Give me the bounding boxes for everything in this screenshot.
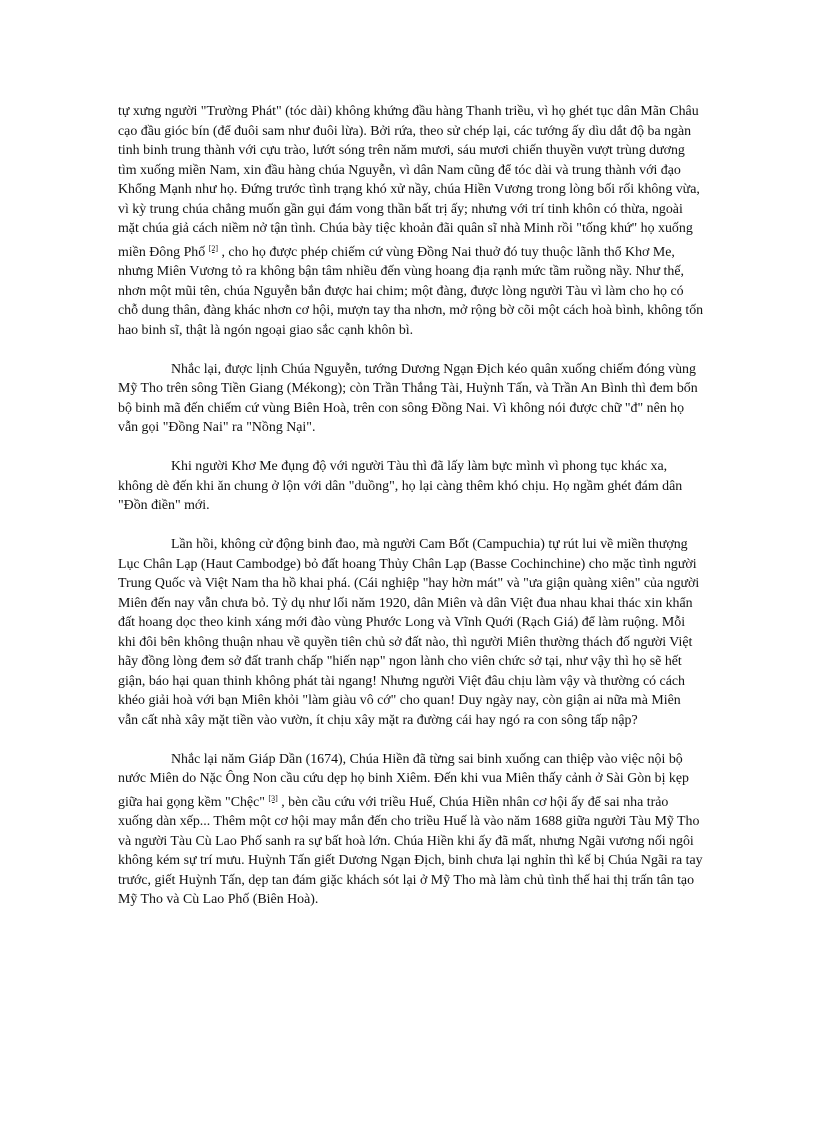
footnote-link[interactable]: [3]: [268, 793, 278, 803]
paragraph-text: Lần hồi, không cử động binh đao, mà người Cam Bốt (Campuchia) tự rút lui về miền thượng Lục Chân Lạp (Haut Cambodge) bỏ đất hoang Thủy Chân Lạp (Basse Cochinchine) cho mặc tình người Trung Quốc và Việt Nam tha hồ khai phá. (Cái nghiệp "hay hờn mát" và "ưa giận quàng xiên" của người Miên đến nay vẫn chưa bỏ. Tỷ dụ như lối năm 1920, dân Miên và dân Việt đua nhau khai thác xin khẩn đất hoang dọc theo kinh xáng mới đào vùng Phước Long và Vĩnh Quới (Rạch Giá) để làm ruộng. Mỗi khi đôi bên không thuận nhau về quyền tiên chủ sở đất nào, thì người Miên thường thách đố người Việt hãy đồng lòng đem sở đất tranh chấp "hiến nạp" ngon lành cho viên chức sở tại, như vậy thì họ sẽ hết giận, báo hại quan thinh không phát tài ngang! Nhưng người Việt đâu chịu làm vậy và thường có cách khéo giải hoà với bạn Miên khỏi "làm giàu vô cớ" cho quan! Duy ngày nay, còn giận ai nữa mà Miên vẫn cất nhà xây mặt tiền vào vườn, ít chịu xây mặt ra đường cái hay ngó ra con sông tấp nập?: [118, 537, 700, 728]
paragraph-1: [118, 102, 704, 340]
paragraph-text: Nhắc lại năm Giáp Dần (1674), Chúa Hiền đã từng sai binh xuống can thiệp vào việc nội bộ nước Miên do Nặc Ông Non cầu cứu dẹp họ binh Xiêm. Đến khi vua Miên thấy cảnh ở Sài Gòn bị kẹp giữa hai gọng kềm "Chệc": [118, 751, 689, 810]
footnote-link[interactable]: [2]: [208, 243, 219, 253]
paragraph-text: , cho họ được phép chiếm cứ vùng Đồng Nai thuở đó tuy thuộc lãnh thổ Khơ Me, nhưng Miên Vương tỏ ra không bận tâm nhiều đến vùng hoang địa rạnh mức tầm ruồng nầy. Như thế, nhơn một mũi tên, chúa Nguyễn bắn được hai chim; một đàng, được lòng người Tàu vì làm cho họ có chỗ dung thân, đàng khác nhơn cơ hội, mượn tay tha nhơn, mở rộng bờ cõi một cách hoà bình, không tốn hao binh sĩ, thật là ngón ngoại giao sắc cạnh khôn bì.: [118, 244, 704, 338]
document-page: [118, 102, 704, 929]
paragraph-text: tự xưng người "Trường Phát" (tóc dài) không khứng đầu hàng Thanh triều, vì họ ghét tục dân Mãn Châu cạo đầu gióc bín (để đuôi sam như đuôi lừa). Bởi rứa, theo sử chép lại, các tướng ấy dìu dắt độ ba ngàn tinh binh trung thành với cựu trào, lướt sóng trên năm mươi, sáu mươi chiến thuyền vượt trùng dương tìm xuống miền Nam, xin đầu hàng chúa Nguyễn, vì dân Nam cũng để tóc dài và trung thành với đạo Khổng Mạnh như họ. Đứng trước tình trạng khó xử nầy, chúa Hiền Vương trong lòng bối rối không vừa, vì kỳ trung chúa chẳng muốn gần gụi đám vong thần bất trị ấy; nhưng với trí tinh khôn có thừa, ngoài mặt chúa giả cách niềm nở tận tình. Chúa bày tiệc khoản đãi quân sĩ nhà Minh rồi "tống khứ" họ xuống miền Đông Phố: [118, 104, 700, 260]
paragraph-2: [118, 360, 704, 438]
paragraph-text: Nhắc lại, được lịnh Chúa Nguyễn, tướng Dương Ngạn Địch kéo quân xuống chiếm đóng vùng Mỹ Tho trên sông Tiền Giang (Mékong); còn Trần Thắng Tài, Huỳnh Tấn, và Trần An Bình thì đem bổn bộ binh mã đến chiếm cứ vùng Biên Hoà, trên con sông Đồng Nai. Vì không nói được chữ "đ" nên họ vẫn gọi "Đồng Nai" ra "Nồng Nại".: [118, 361, 698, 435]
paragraph-text: Khi người Khơ Me đụng độ với người Tàu thì đã lấy làm bực mình vì phong tục khác xa, không dè đến khi ăn chung ở lộn với dân "duồng", họ lại càng thêm khó chịu. Họ ngầm ghét đám dân "Đồn điền" mới.: [118, 459, 683, 513]
paragraph-4: [118, 535, 704, 730]
paragraph-3: [118, 457, 704, 516]
paragraph-text: , bèn cầu cứu với triều Huế, Chúa Hiền nhân cơ hội ấy để sai nha trảo xuống dàn xếp... Thêm một cơ hội may mắn đến cho triều Huế là vào năm 1688 giữa người Tàu Mỹ Tho và người Tàu Cù Lao Phố sanh ra sự bất hoà lớn. Chúa Hiền khi ấy đã mất, nhưng Ngãi vương nối ngôi không kém sự trí mưu. Huỳnh Tấn giết Dương Ngạn Địch, binh chưa lại nghỉn thì kế bị Chúa Ngãi ra tay trước, giết Huỳnh Tấn, dẹp tan đám giặc khách sót lại ở Mỹ Tho mà làm chủ tình thế hai thị trấn tân tạo Mỹ Tho và Cù Lao Phố (Biên Hoà).: [118, 794, 703, 907]
paragraph-5: [118, 750, 704, 910]
